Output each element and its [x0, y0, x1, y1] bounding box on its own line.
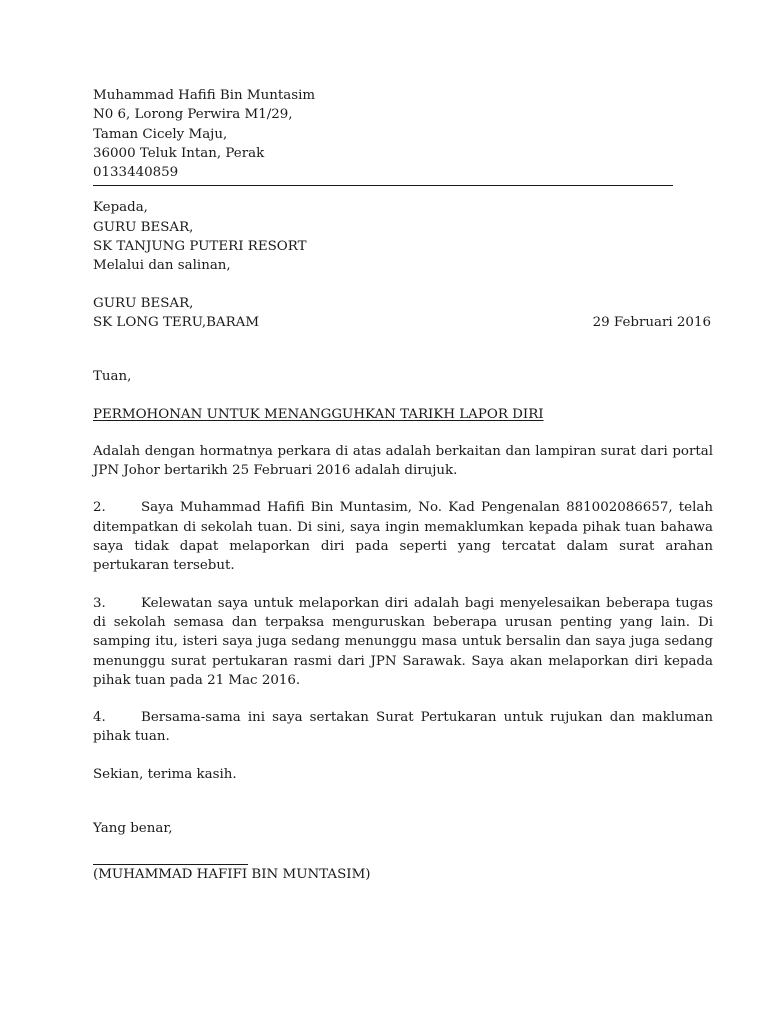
- paragraph-3-number: 3.: [93, 595, 106, 611]
- paragraph-4-text: Bersama-sama ini saya sertakan Surat Pertukaran untuk rujukan dan makluman pihak tuan.: [93, 710, 713, 745]
- paragraph-1: Adalah dengan hormatnya perkara di atas adalah berkaitan dan lampiran surat dari portal JPN Johor bertarikh 25 Februari 2016 adalah dirujuk.: [93, 443, 713, 479]
- recipient-kepada: Kepada,: [93, 200, 148, 216]
- recipient-title: GURU BESAR,: [93, 219, 194, 235]
- sender-phone: 0133440859: [93, 165, 179, 181]
- sender-block: [93, 86, 713, 182]
- copy-to-school: SK LONG TERU,BARAM: [93, 314, 260, 330]
- recipient-via: Melalui dan salinan,: [93, 258, 231, 274]
- copy-to-block: [93, 294, 713, 333]
- paragraph-4-number: 4.: [93, 710, 106, 726]
- paragraph-2: [93, 498, 713, 575]
- paragraph-4: [93, 708, 713, 747]
- closing-yours: Yang benar,: [93, 821, 173, 837]
- sender-address-line-3: 36000 Teluk Intan, Perak: [93, 145, 265, 161]
- recipient-block: [93, 198, 713, 275]
- paragraph-2-text: Saya Muhammad Hafifi Bin Muntasim, No. Kad Pengenalan 881002086657, telah ditempatkan di sekolah tuan. Di sini, saya ingin memaklumkan kepada pihak tuan bahawa saya tidak dapat melaporkan diri pada seperti yang tercatat dalam surat arahan pertukaran tersebut.: [93, 500, 713, 574]
- closing-thanks: Sekian, terima kasih.: [93, 766, 237, 782]
- letter-subject: PERMOHONAN UNTUK MENANGGUHKAN TARIKH LAPOR DIRI: [93, 406, 544, 422]
- sender-address-line-1: N0 6, Lorong Perwira M1/29,: [93, 107, 293, 123]
- sender-address-line-2: Taman Cicely Maju,: [93, 126, 228, 142]
- sender-name: Muhammad Hafifi Bin Muntasim: [93, 88, 316, 103]
- paragraph-3: [93, 594, 713, 690]
- signature-name: (MUHAMMAD HAFIFI BIN MUNTASIM): [93, 867, 371, 883]
- copy-to-title: GURU BESAR,: [93, 295, 194, 311]
- paragraph-3-text: Kelewatan saya untuk melaporkan diri adalah bagi menyelesaikan beberapa tugas di sekolah semasa dan terpaksa menguruskan beberapa urusan penting yang lain. Di samping itu, isteri saya juga sedang menunggu masa untuk bersalin dan saya juga sedang menunggu surat pertukaran rasmi dari JPN Sarawak. Saya akan melaporkan diri kepada pihak tuan pada 21 Mac 2016.: [93, 595, 713, 688]
- salutation: Tuan,: [93, 369, 132, 385]
- recipient-school: SK TANJUNG PUTERI RESORT: [93, 239, 307, 255]
- letter-date: 29 Februari 2016: [592, 314, 711, 330]
- paragraph-2-number: 2.: [93, 500, 106, 516]
- letter-page: [93, 86, 713, 885]
